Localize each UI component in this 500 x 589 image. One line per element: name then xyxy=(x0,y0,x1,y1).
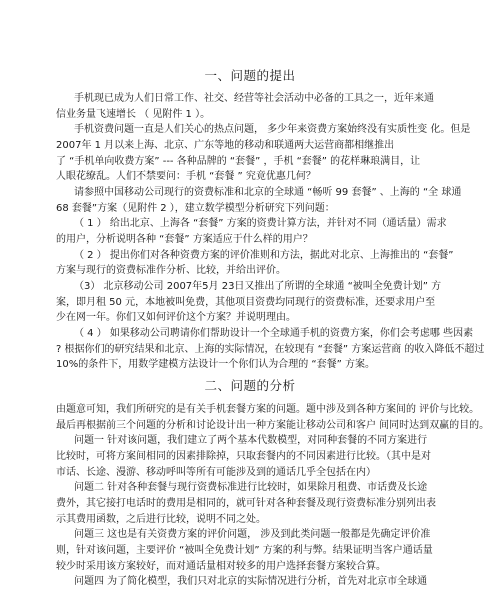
body-line: 问题四 为了简化模型，我们只对北京的实际情况进行分析，首先对北京市全球通 xyxy=(74,576,428,587)
body-line: 少在网一年。你们又如何评价这个方案？并说明理由。 xyxy=(56,312,296,323)
body-line: 较少时采用该方案较好，而对通话量相对较多的用户选择套餐方案较合算。 xyxy=(56,561,386,572)
body-line: 了 “手机单向收费方案” --- 各种品牌的 “套餐” ，手机 “套餐” 的花样琳琅满目，让 xyxy=(56,156,421,167)
body-line: 最后再根据前三个问题的分析和讨论设计出一种方案能让移动公司和客户 间同时达到双赢的目的。 xyxy=(56,420,490,431)
body-line: 则，针对该问题，主要评价 “被叫全免费计划” 方案的利与弊。结果证明当客户通话量 xyxy=(56,545,433,556)
body-line: 问题一 针对该问题，我们建立了两个基本代数模型，对同种套餐的不同方案进行 xyxy=(74,435,428,446)
body-line: 68 套餐”方案（见附件 2 ），建立数学模型分析研究下列问题： xyxy=(56,203,335,214)
body-line: 费外，其它接打电话时的费用是相同的，就可针对各种套餐及现行资费标准分别列出表 xyxy=(56,498,436,509)
body-line: 问题三 这也是有关资费方案的评价问题， 涉及到此类问题一般都是先确定评价准 xyxy=(74,529,431,540)
body-line: （ 4 ） 如果移动公司聘请你们帮助设计一个全球通手机的资费方案，你们会考虑哪 些因素 xyxy=(74,328,474,339)
body-line: 市话、长途、漫游、移动呼叫等所有可能涉及到的通话几乎全包括在内） xyxy=(56,467,376,478)
section-heading-problem-statement: 一、问题的提出 xyxy=(204,68,296,83)
body-line: 请参照中国移动公司现行的资费标准和北京的全球通 “畅听 99 套餐” 、上海的 “全 球通 xyxy=(74,187,462,198)
body-line: ? 根据你们的研究结果和北京、上海的实际情况，在较现有 “套餐” 方案运营商 的收入降低不超过 xyxy=(56,344,485,355)
body-line: 的用户，分析说明各种 “套餐” 方案适应于什么样的用户？ xyxy=(56,234,313,245)
body-line: 比较时，可将方案间相同的因素排除掉，只取套餐内的不同因素进行比较。（其中是对 xyxy=(56,451,431,462)
body-line: 手机资费问题一直是人们关心的热点问题， 多少年来资费方案始终没有实质性变 化。但是 xyxy=(74,124,471,135)
body-line: 10%的条件下，用数学建模方法设计一个你们认为合理的 “套餐” 方案。 xyxy=(56,359,375,370)
body-line: 方案与现行的资费标准作分析、比较，并给出评价。 xyxy=(56,265,286,276)
body-line: 人眼花缭乱。人们不禁要问：手机 “套餐 ” 究竟优惠几何？ xyxy=(56,171,316,182)
body-line: （ 2 ） 提出你们对各种资费方案的评价准则和方法，据此对北京、上海推出的 “套餐” xyxy=(74,250,454,261)
body-line: 问题二 针对各种套餐与现行资费标准进行比较时，如果除月租费、市话费及长途 xyxy=(74,482,428,493)
body-line: （3） 北京移动公司 2007年5月 23日又推出了所谓的全球通 “被叫全免费计划” 方 xyxy=(74,281,442,292)
section-heading-problem-analysis: 二、问题的分析 xyxy=(204,378,296,393)
body-line: 2007年 1 月以来上海、北京、广东等地的移动和联通两大运营商都相继推出 xyxy=(56,140,395,151)
body-line: 手机现已成为人们日常工作、社交、经营等社会活动中必备的工具之一，近年来通 xyxy=(74,93,434,104)
body-line: 由题意可知，我们所研究的是有关手机套餐方案的问题。题中涉及到各种方案间的 评价与比较。 xyxy=(56,404,480,415)
body-line: 示其费用函数，之后进行比较，说明不同之处。 xyxy=(56,514,266,525)
body-line: 案，即月租 50 元，本地被叫免费，其他项目资费均同现行的资费标准，还要求用户至 xyxy=(56,297,436,308)
body-line: 信业务量飞速增长 （ 见附件 1 ）。 xyxy=(56,109,211,120)
body-line: （ 1 ） 给出北京、上海各 “套餐” 方案的资费计算方法，并针对不同（通话量）需求 xyxy=(74,218,447,229)
